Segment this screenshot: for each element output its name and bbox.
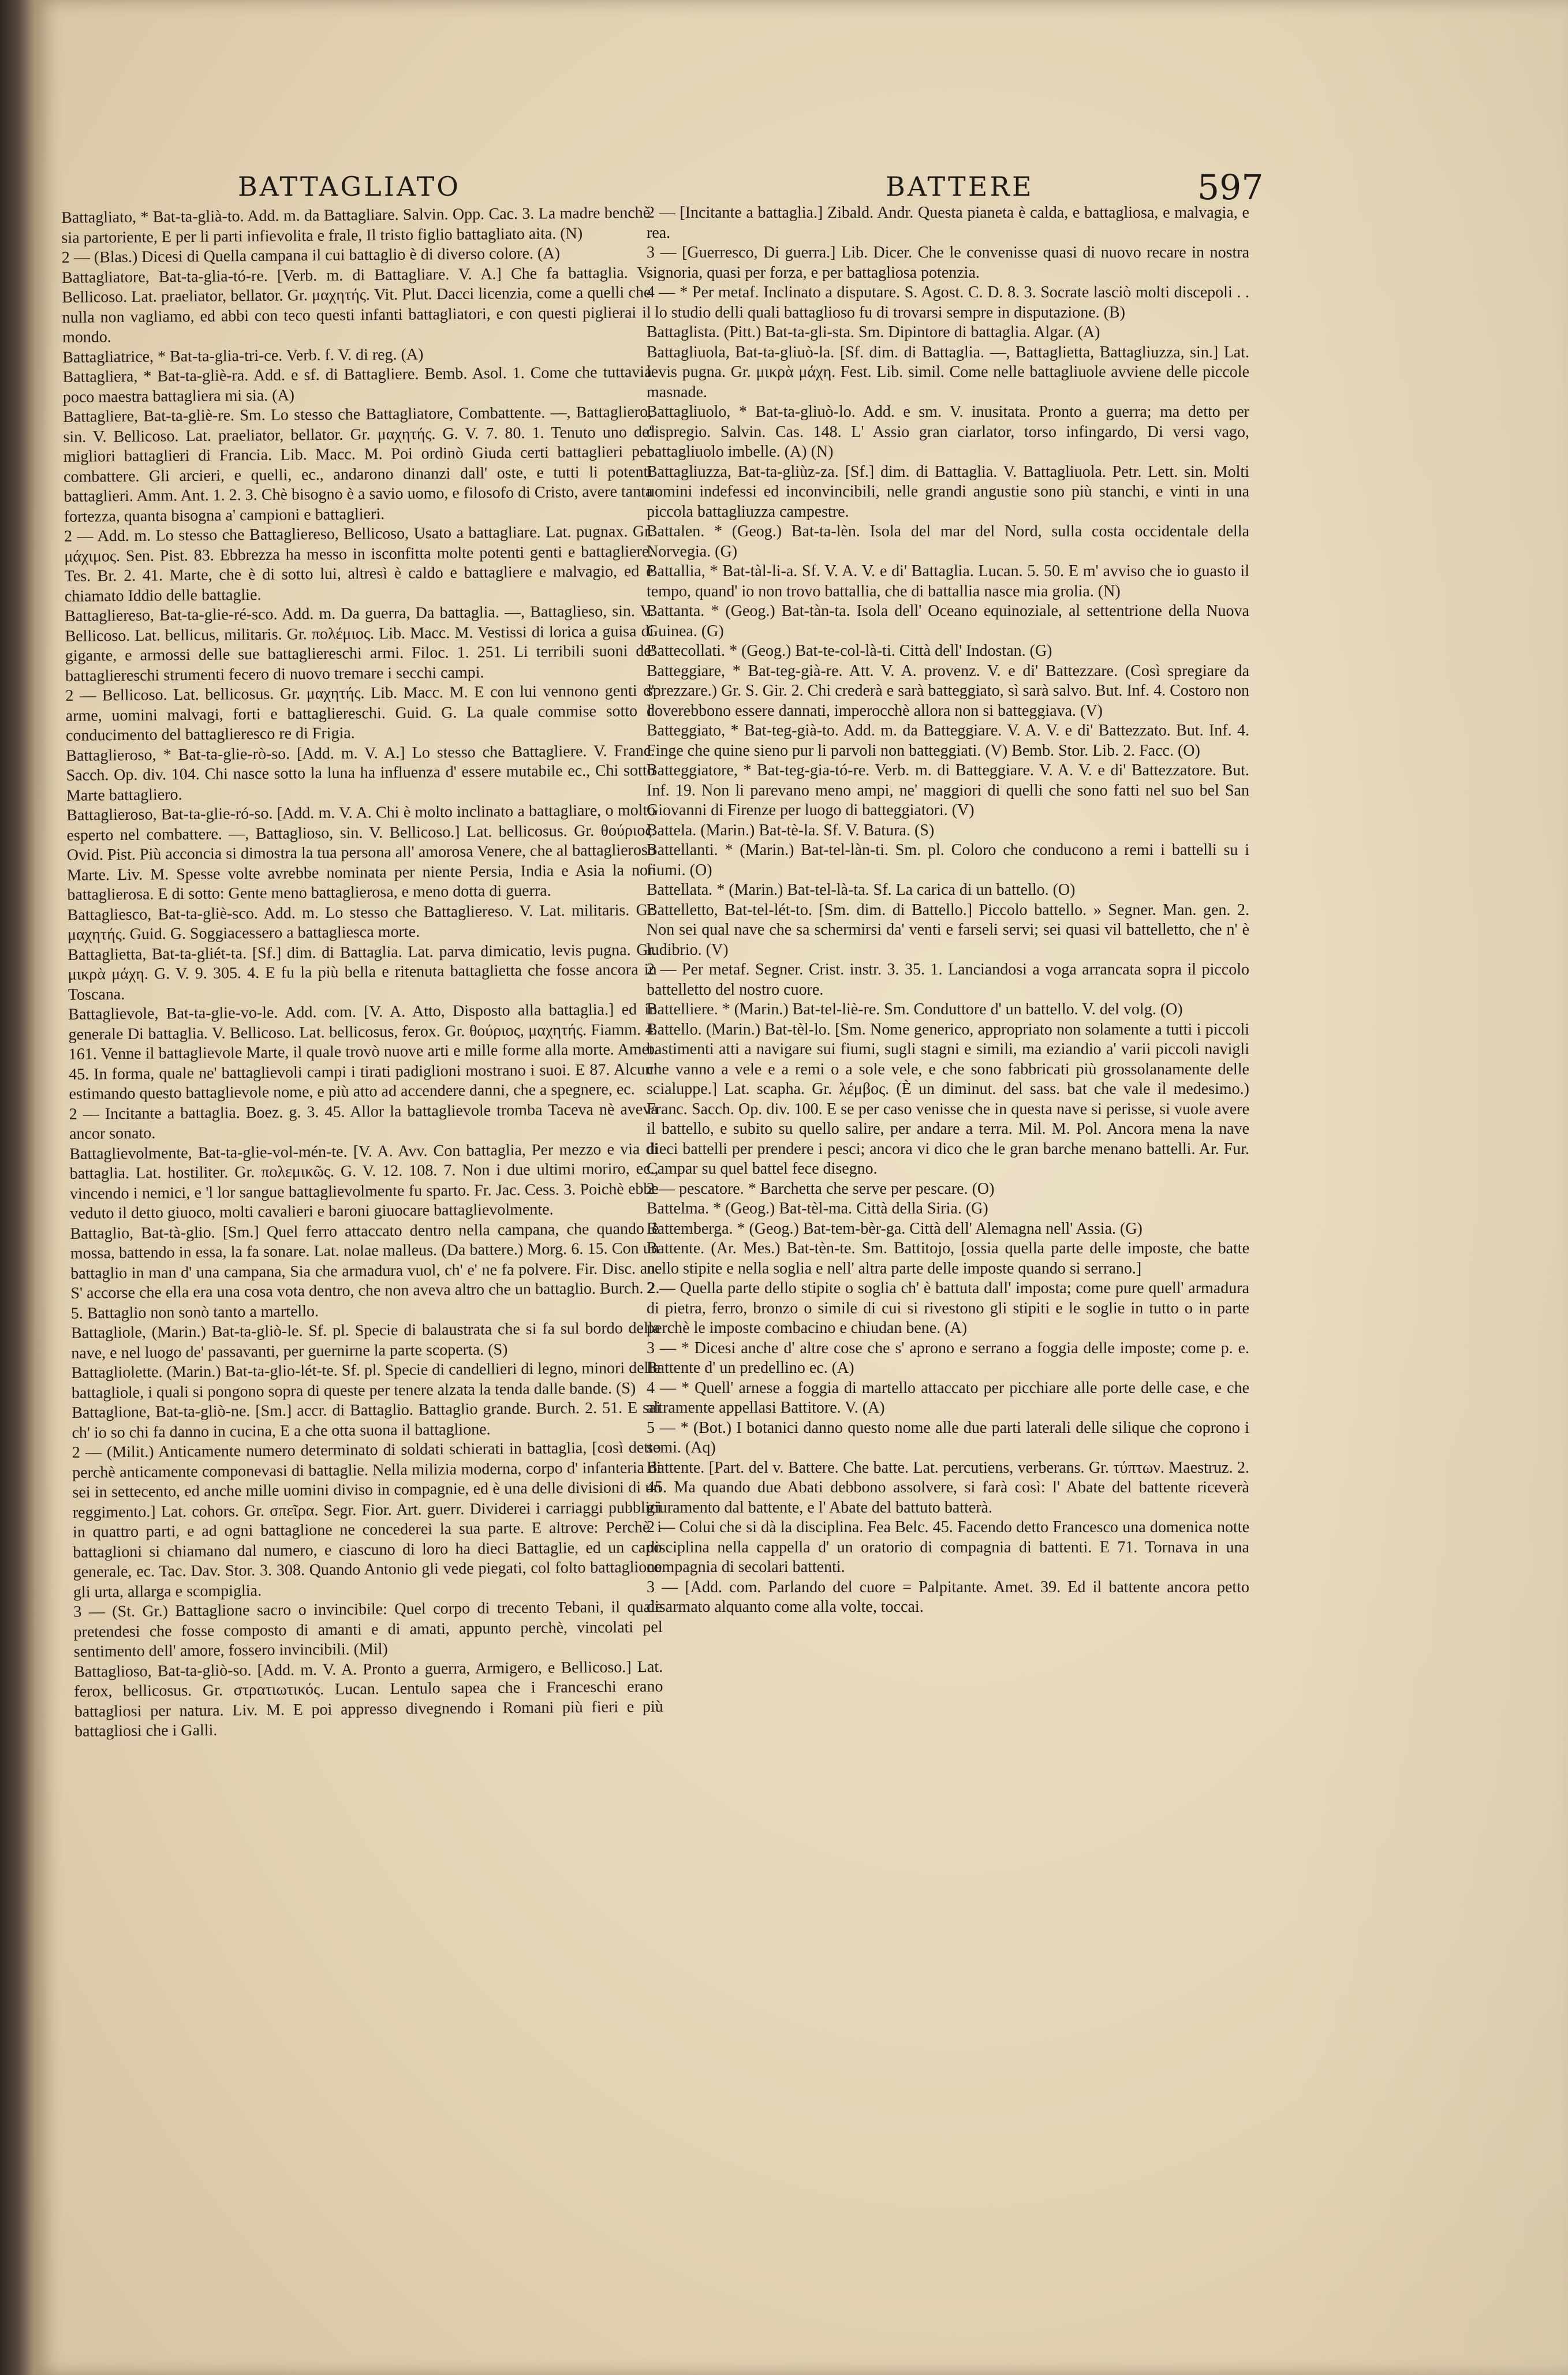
dictionary-entry: Battecollati. * (Geog.) Bat-te-col-là-ti. Città dell' Indostan. (G) xyxy=(647,642,1052,660)
book-gutter xyxy=(0,0,35,2375)
dictionary-entry: Batteggiatore, * Bat-teg-gia-tó-re. Verb. m. di Batteggiare. V. A. V. e di' Battezzatore. But. Inf. 19. Non li parevano meno ampi, ne' maggiori di quelli che sono fatti nel suo bel San Giovanni di Firenze per luogo di batteggiatori. (V) xyxy=(647,761,1249,819)
dictionary-entry: Battagliato, * Bat-ta-glià-to. Add. m. da Battagliare. Salvin. Opp. Cac. 3. La madre benchè sia partoriente, E per li parti infievolita e frale, Il tristo figlio battagliato aita. (N) xyxy=(61,203,651,247)
page-number: 597 xyxy=(1197,167,1264,208)
dictionary-entry: Battaglioso, Bat-ta-gliò-so. [Add. m. V. A. Pronto a guerra, Armigero, e Bellicoso.] Lat. ferox, bellicosus. Gr. στρατιωτικός. Lucan. Lentulo sapea che i Franceschi erano battagliosi per natura. Liv. M. E poi appresso divegnendo i Romani più fieri e più battagliosi che i Galli. xyxy=(74,1657,663,1741)
dictionary-entry: Battellanti. * (Marin.) Bat-tel-làn-ti. Sm. pl. Coloro che conducono a remi i battelli su i fiumi. (O) xyxy=(647,841,1249,879)
dictionary-entry: Battela. (Marin.) Bat-tè-la. Sf. V. Batura. (S) xyxy=(647,821,935,839)
dictionary-entry: 3 — * Dicesi anche d' altre cose che s' aprono e serrano a foggia delle imposte; come p. e. Battente d' un predellino ec. (A) xyxy=(647,1339,1249,1377)
dictionary-entry: Battente. (Ar. Mes.) Bat-tèn-te. Sm. Battitojo, [ossia quella parte delle imposte, che batte nello stipite e nella soglia e nell' altra parte delle imposte quando si serrano.] xyxy=(647,1239,1249,1278)
left-column xyxy=(61,203,668,2287)
dictionary-entry: Battagliereso, Bat-ta-glie-ré-sco. Add. m. Da guerra, Da battaglia. —, Battaglieso, sin. V. Bellicoso. Lat. bellicus, militaris. Gr. πολέμιος. Lib. Macc. M. Vestissi di lorica a guisa di gigante, e armossi delle sue battagliereschi armi. Filoc. 1. 251. Li terribili suoni de' battagliereschi strumenti fecero di nuovo tremare i secchi campi. xyxy=(65,602,654,685)
dictionary-entry: Battagliuola, Bat-ta-gliuò-la. [Sf. dim. di Battaglia. —, Battaglietta, Battagliuzza, sin.] Lat. levis pugna. Gr. μικρὰ μάχη. Fest. Lib. simil. Come nelle battagliuole avviene delle piccole masnade. xyxy=(647,343,1249,401)
dictionary-entry: Battaglievole, Bat-ta-glie-vo-le. Add. com. [V. A. Atto, Disposto alla battaglia.] ed in generale Di battaglia. V. Bellicoso. Lat. bellicosus, ferox. Gr. θούριος, μαχητής. Fiamm. 4. 161. Venne il battaglievole Marte, il quale trovò nuove arti e mille forme alla morte. Amet. 45. In forma, quale ne' battaglievoli campi i tirati padiglioni mostrano i suoi. E 87. Alcuni estimando questo battaglievole nome, e più atto ad accendere danni, che a spegnere, ec. xyxy=(68,1000,658,1103)
dictionary-entry: 4 — * Quell' arnese a foggia di martello attaccato per picchiare alle porte delle case, e che altramente appellasi Battitore. V. (A) xyxy=(647,1379,1249,1417)
dictionary-entry: Battemberga. * (Geog.) Bat-tem-bèr-ga. Città dell' Alemagna nell' Assia. (G) xyxy=(647,1219,1143,1238)
dictionary-entry: Battaglietta, Bat-ta-gliét-ta. [Sf.] dim. di Battaglia. Lat. parva dimicatio, levis pugna. Gr. μικρὰ μάχη. G. V. 9. 305. 4. E fu la più bella e ritenuta battaglietta che fosse ancora in Toscana. xyxy=(68,940,657,1004)
right-running-headword: BATTERE xyxy=(886,171,1034,202)
dictionary-entry: Battagliuolo, * Bat-ta-gliuò-lo. Add. e sm. V. inusitata. Pronto a guerra; ma detto per dispregio. Salvin. Cas. 148. L' Assio gran ciarlator, torso infingardo, Di versi vago, battagliuolo imbelle. (A) (N) xyxy=(647,403,1249,461)
dictionary-entry: Battaglieroso, * Bat-ta-glie-rò-so. [Add. m. V. A.] Lo stesso che Battagliere. V. Franc. Sacch. Op. div. 104. Chi nasce sotto la luna ha influenza d' essere mutabile ec., Chi sotto Marte battagliero. xyxy=(66,741,655,805)
dictionary-entry: 3 — [Guerresco, Di guerra.] Lib. Dicer. Che le convenisse quasi di nuovo recare in nostra signoria, quasi per forza, e per battagliosa potenzia. xyxy=(647,244,1249,282)
dictionary-entry: Battagliera, * Bat-ta-gliè-ra. Add. e sf. di Battagliere. Bemb. Asol. 1. Come che tuttavia poco maestra battagliera mi sia. (A) xyxy=(62,363,652,406)
dictionary-entry: Battagliatore, Bat-ta-glia-tó-re. [Verb. m. di Battagliare. V. A.] Che fa battaglia. V. Bellicoso. Lat. praeliator, bellator. Gr. μαχητής. Vit. Plut. Dacci licenzia, come a quelli che nulla non vagliamo, ed abbi con teco questi infanti battagliatori, e con questi piglierai il mondo. xyxy=(61,263,651,346)
dictionary-entry: Battelliere. * (Marin.) Bat-tel-liè-re. Sm. Conduttore d' un battello. V. del volg. (O) xyxy=(647,1000,1183,1018)
dictionary-entry: Battallia, * Bat-tàl-li-a. Sf. V. A. V. e di' Battaglia. Lucan. 5. 50. E m' avviso che io guasto il tempo, quand' io non trovo battallia, che di battallia nasce mia grolia. (N) xyxy=(647,562,1249,600)
dictionary-entry: Battanta. * (Geog.) Bat-tàn-ta. Isola dell' Oceano equinoziale, al settentrione della Nuova Guinea. (G) xyxy=(647,602,1249,640)
dictionary-entry: Batteggiare, * Bat-teg-già-re. Att. V. A. provenz. V. e di' Battezzare. (Così spregiare da sprezzare.) Gr. S. Gir. 2. Chi crederà e sarà batteggiato, sì sarà salvo. But. Inf. 4. Costoro non doverebbono essere dannati, imperocchè allora non si batteggiava. (V) xyxy=(647,662,1249,720)
dictionary-entry: Battente. [Part. del v. Battere. Che batte. Lat. percutiens, verberans. Gr. τύπτων. Maestruz. 2. 45. Ma quando due Abati debbono assolvere, si farà così: l' Abate del battente riceverà giuramento dal battente, e l' Abate del battuto batterà. xyxy=(647,1458,1249,1517)
left-running-headword: BATTAGLIATO xyxy=(238,171,461,202)
dictionary-page xyxy=(35,0,1568,2375)
dictionary-entry: 2 — Add. m. Lo stesso che Battagliereso, Bellicoso, Usato a battagliare. Lat. pugnax. Gr. μάχιμος. Sen. Pist. 83. Ebbrezza ha messo in isconfitta molte potenti genti e battagliere. Tes. Br. 2. 41. Marte, che è di sotto lui, altresì è caldo e battagliere e malvagio, ed è chiamato Iddio delle battaglie. xyxy=(64,522,654,606)
dictionary-entry: 2 — pescatore. * Barchetta che serve per pescare. (O) xyxy=(647,1179,995,1198)
dictionary-entry: 2 — [Incitante a battaglia.] Zibald. Andr. Questa pianeta è calda, e battagliosa, e malvagia, e rea. xyxy=(647,204,1249,242)
dictionary-entry: Battaglieroso, Bat-ta-glie-ró-so. [Add. m. V. A. Chi è molto inclinato a battagliare, o molto esperto nel combattere. —, Battaglioso, sin. V. Bellicoso.] Lat. bellicosus. Gr. θούριος. Ovid. Pist. Più acconcia si dimostra la tua persona all' amorosa Venere, che al battaglieroso Marte. Liv. M. Spesse volte avrebbe nominata per niente Persia, India e Asia la non battaglierosa. E di sotto: Gente meno battaglierosa, e meno dotta di guerra. xyxy=(66,801,656,904)
right-column xyxy=(647,203,1249,2281)
dictionary-entry: 2 — Quella parte dello stipite o soglia ch' è battuta dall' imposta; come pure quell' armadura di pietra, ferro, bronzo o simile di cui si rivestono gli stipiti e le soglie in tutto o in parte perchè le imposte combacino e chiudan bene. (A) xyxy=(647,1279,1249,1337)
dictionary-entry: Battagliesco, Bat-ta-gliè-sco. Add. m. Lo stesso che Battagliereso. V. Lat. militaris. Gr. μαχητής. Guid. G. Soggiacessero a battagliesca morte. xyxy=(67,901,656,944)
dictionary-entry: Battaglievolmente, Bat-ta-glie-vol-mén-te. [V. A. Avv. Con battaglia, Per mezzo e via di battaglia. Lat. hostiliter. Gr. πολεμικῶς. G. V. 12. 108. 7. Non i due ultimi moriro, ec., vincendo i nemici, e 'l lor sangue battaglievolmente fu sparto. Fr. Jac. Cess. 3. Poichè ebbe veduto il detto giuoco, molti cavalieri e baroni giuocare battaglievolmente. xyxy=(69,1140,659,1223)
dictionary-entry: 4 — * Per metaf. Inclinato a disputare. S. Agost. C. D. 8. 3. Socrate lasciò molti discepoli . . . lo studio delli quali battaglioso fu di trovarsi sempre in disputazione. (B) xyxy=(647,283,1249,322)
dictionary-entry: Battellata. * (Marin.) Bat-tel-là-ta. Sf. La carica di un battello. (O) xyxy=(647,881,1076,899)
dictionary-entry: Battagliolette. (Marin.) Bat-ta-glio-lét-te. Sf. pl. Specie di candellieri di legno, minori delle battagliole, i quali si pongono sopra di queste per tenere alzata la tenda dalle bande. (S) xyxy=(71,1358,660,1402)
dictionary-entry: Battagliatrice, * Bat-ta-glia-tri-ce. Verb. f. V. di reg. (A) xyxy=(62,345,424,367)
page-edge-shading xyxy=(1293,0,1568,2375)
dictionary-entry: 2 — Per metaf. Segner. Crist. instr. 3. 35. 1. Lanciandosi a voga arrancata sopra il piccolo battelletto del nostro cuore. xyxy=(647,961,1249,999)
dictionary-entry: Battelma. * (Geog.) Bat-tèl-ma. Città della Siria. (G) xyxy=(647,1200,988,1218)
dictionary-entry: Battelletto, Bat-tel-lét-to. [Sm. dim. di Battello.] Piccolo battello. » Segner. Man. gen. 2. Non sei qual nave che sa schermirsi da' venti e farseli servi; sei quasi vil battelletto, che n' è ludibrio. (V) xyxy=(647,901,1249,959)
dictionary-entry: 2 — (Milit.) Anticamente numero determinato di soldati schierati in battaglia, [così detto perchè anticamente componevasi di battaglie. Nella milizia moderna, corpo d' infanteria di sei in settecento, ed anche mille uomini diviso in compagnie, ed è una delle divisioni di un reggimento.] Lat. cohors. Gr. σπεῖρα. Segr. Fior. Art. guerr. Dividerei i carriaggi pubblici in quattro parti, e ad ogni battaglione ne concederei la sua parte. E altrove: Perchè i battaglioni si chiamano dal numero, e ciascuno di loro ha dieci Battaglie, ed un capo generale, ec. Tac. Dav. Stor. 3. 308. Quando Antonio gli vede piegati, col folto battaglione gli urta, allarga e scompiglia. xyxy=(72,1438,662,1601)
dictionary-entry: Batteggiato, * Bat-teg-già-to. Add. m. da Batteggiare. V. A. V. e di' Battezzato. But. Inf. 4. Finge che quine sieno pur li parvoli non batteggiati. (V) Bemb. Stor. Lib. 2. Facc. (O) xyxy=(647,722,1249,760)
dictionary-entry: Battaglione, Bat-ta-gliò-ne. [Sm.] accr. di Battaglio. Battaglio grande. Burch. 2. 51. E sai ch' io so chi fa danno in cucina, E a che otta suona il battaglione. xyxy=(72,1398,661,1442)
dictionary-entry: 3 — [Add. com. Parlando del cuore = Palpitante. Amet. 39. Ed il battente ancora petto disarmato alquanto come alla volte, toccai. xyxy=(647,1578,1249,1616)
dictionary-entry: Battagliuzza, Bat-ta-gliùz-za. [Sf.] dim. di Battaglia. V. Battagliuola. Petr. Lett. sin. Molti uomini indefessi ed inconvincibili, nelle grandi angustie sono più stanchi, e vinti in una piccola battagliuzza campestre. xyxy=(647,462,1249,521)
dictionary-entry: Battalen. * (Geog.) Bat-ta-lèn. Isola del mar del Nord, sulla costa occidentale della Norvegia. (G) xyxy=(647,522,1249,561)
dictionary-entry: 3 — (St. Gr.) Battaglione sacro o invincibile: Quel corpo di trecento Tebani, il quale pretendesi che fosse composto di amanti e di amati, appunto perchè, vincolati pel sentimento dell' amore, fossero invincibili. (Mil) xyxy=(73,1597,663,1661)
dictionary-entry: Battello. (Marin.) Bat-tèl-lo. [Sm. Nome generico, appropriato non solamente a tutti i piccoli bastimenti atti a navigare sui fiumi, sugli stagni e simili, ma eziandio a' varii piccoli navigli che vanno a vele e a remi o a sole vele, e che sono fabbricati più grossolanamente delle scialuppe.] Lat. scapha. Gr. λέμβος. (È un diminut. del sass. bat che vale il medesimo.) Franc. Sacch. Op. div. 100. E se per caso venisse che in questa nave si perisse, si vuole avere il battello, e subito su quello salire, per andare a terra. Mil. M. Pol. Ancora mena la nave dieci battelli per prendere i pesci; ancora vi dico che le gran barche menano battelli. Ar. Fur. Campar su quel battel fece disegno. xyxy=(647,1020,1249,1178)
dictionary-entry: Battaglio, Bat-tà-glio. [Sm.] Quel ferro attaccato dentro nella campana, che quando è mossa, battendo in essa, la fa sonare. Lat. nolae malleus. (Da battere.) Morg. 6. 15. Con un battaglio in man d' una campana, Sia che armadura vuol, ch' e' ne fa polvere. Fir. Disc. an. S' accorse che ella era una cosa vota dentro, che non aveva altro che un battaglio. Burch. 2. 5. Battaglio non sonò tanto a martello. xyxy=(70,1219,660,1323)
dictionary-entry: Battagliere, Bat-ta-gliè-re. Sm. Lo stesso che Battagliatore, Combattente. —, Battagliero, sin. V. Bellicoso. Lat. praeliator, bellator. Gr. μαχητής. G. V. 7. 80. 1. Tenuto uno de' migliori battaglieri di Francia. Lib. Macc. M. Poi ordinò Giuda certi battaglieri per combattere. Gli arcieri, e quelli, ec., andarono dinanzi dall' oste, e tutti li potenti battaglieri. Amm. Ant. 1. 2. 3. Chè bisogno è a savio uomo, e filosofo di Cristo, avere tanta fortezza, quanta bisogna a' campioni e battaglieri. xyxy=(63,402,653,526)
dictionary-entry: Battagliole, (Marin.) Bat-ta-gliò-le. Sf. pl. Specie di balaustrata che si fa sul bordo della nave, e nel luogo de' passavanti, per guernirne la parte scoperta. (S) xyxy=(70,1319,660,1362)
dictionary-entry: 2 — Colui che si dà la disciplina. Fea Belc. 45. Facendo detto Francesco una domenica notte disciplina nella cappella d' un oratorio di compagnia di battenti. E 71. Tornava in una compagnia di secolari battenti. xyxy=(647,1518,1249,1576)
dictionary-entry: 2 — Incitante a battaglia. Boez. g. 3. 45. Allor la battaglievole tromba Taceva nè aveva ancor sonato. xyxy=(69,1100,658,1143)
dictionary-entry: 5 — * (Bot.) I botanici danno questo nome alle due parti laterali delle silique che coprono i semi. (Aq) xyxy=(647,1418,1249,1457)
dictionary-entry: 2 — (Blas.) Dicesi di Quella campana il cui battaglio è di diverso colore. (A) xyxy=(61,244,560,267)
dictionary-entry: 2 — Bellicoso. Lat. bellicosus. Gr. μαχητής. Lib. Macc. M. E con lui vennono genti d' arme, uomini malvagi, forti e battagliereschi. Guid. G. La quale commise sotto l' conducimento del battaglieresco re di Frigia. xyxy=(65,681,655,745)
dictionary-entry: Battaglista. (Pitt.) Bat-ta-gli-sta. Sm. Dipintore di battaglia. Algar. (A) xyxy=(647,323,1100,341)
